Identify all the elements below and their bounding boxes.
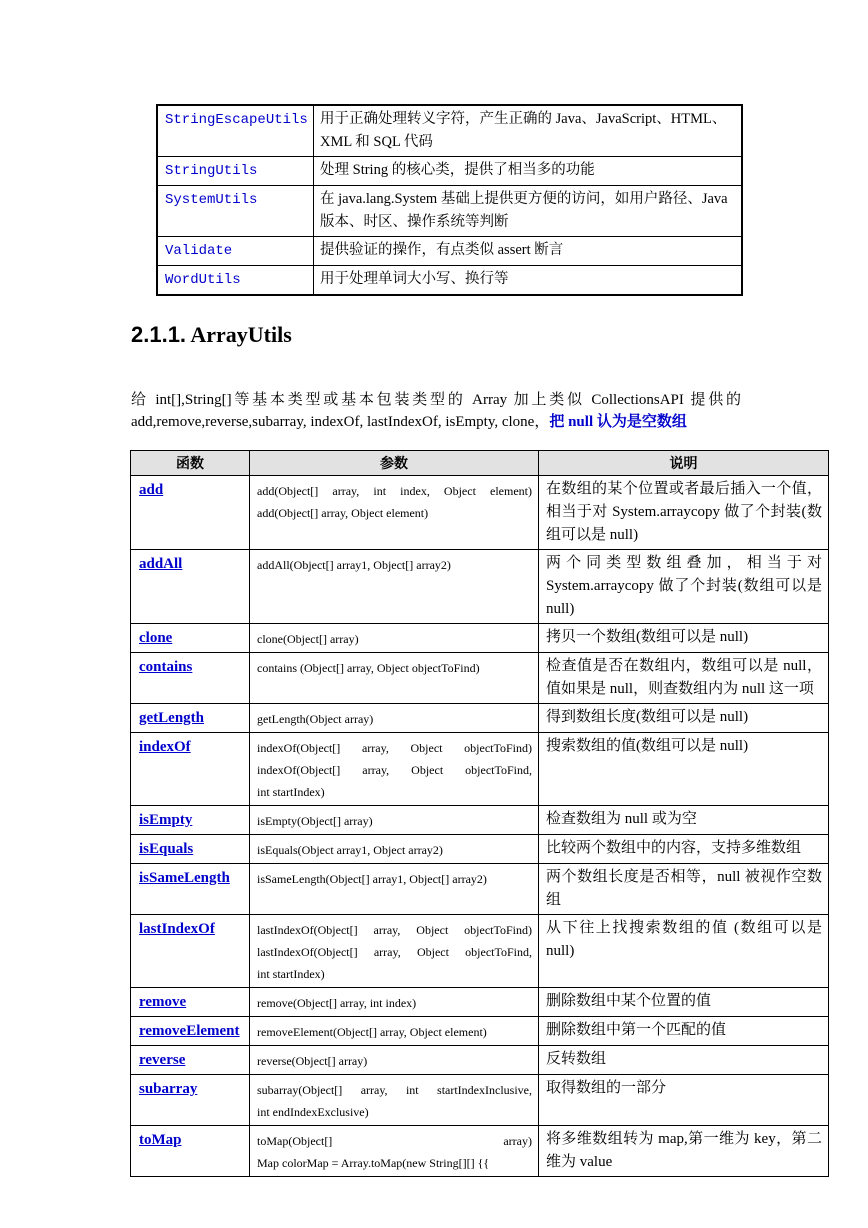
- param-signature: remove(Object[] array, int index): [257, 996, 417, 1010]
- params-cell: [250, 653, 539, 704]
- function-cell: [131, 988, 250, 1017]
- table-row: [131, 806, 829, 835]
- util-class-name: WordUtils: [165, 272, 241, 288]
- header-function: 函数: [131, 451, 250, 476]
- params-cell: [250, 806, 539, 835]
- table-row: [131, 733, 829, 806]
- param-signature: isEmpty(Object[] array): [257, 814, 373, 828]
- param-signature: indexOf(Object[] array, Object objectToFind): [257, 741, 532, 755]
- function-link-addAll[interactable]: addAll: [139, 556, 183, 572]
- util-description: 提供验证的操作，有点类似 assert 断言: [314, 237, 743, 266]
- util-description: 用于处理单词大小写、换行等: [314, 266, 743, 296]
- util-class-name: Validate: [165, 243, 233, 259]
- description-cell: 取得数组的一部分: [539, 1075, 829, 1126]
- function-link-contains[interactable]: contains: [139, 659, 193, 675]
- param-signature: indexOf(Object[] array, Object objectToFind,: [257, 763, 532, 777]
- utils-summary-table: [156, 104, 743, 296]
- util-row: [157, 266, 742, 296]
- intro-line-2-text: add,remove,reverse,subarray, indexOf, lastIndexOf, isEmpty, clone，: [131, 414, 550, 430]
- function-link-add[interactable]: add: [139, 482, 164, 498]
- intro-line-2: [131, 411, 741, 433]
- params-cell: [250, 550, 539, 624]
- params-cell: [250, 988, 539, 1017]
- util-row: [157, 157, 742, 186]
- function-link-removeElement[interactable]: removeElement: [139, 1023, 240, 1039]
- function-cell: [131, 1046, 250, 1075]
- description-cell: 删除数组中第一个匹配的值: [539, 1017, 829, 1046]
- function-cell: [131, 1126, 250, 1177]
- param-signature: addAll(Object[] array1, Object[] array2): [257, 558, 451, 572]
- param-signature: int startIndex): [257, 785, 325, 799]
- utils-summary-body: [157, 105, 742, 295]
- function-link-isEquals[interactable]: isEquals: [139, 841, 194, 857]
- params-cell: [250, 1126, 539, 1177]
- function-link-lastIndexOf[interactable]: lastIndexOf: [139, 921, 215, 937]
- util-name-cell: [157, 186, 314, 237]
- param-signature: clone(Object[] array): [257, 632, 359, 646]
- function-link-subarray[interactable]: subarray: [139, 1081, 198, 1097]
- util-class-name: StringEscapeUtils: [165, 112, 308, 128]
- section-number: 2.1.1.: [131, 322, 187, 347]
- params-cell: [250, 1046, 539, 1075]
- description-cell: 删除数组中某个位置的值: [539, 988, 829, 1017]
- function-cell: [131, 624, 250, 653]
- function-cell: [131, 550, 250, 624]
- function-link-indexOf[interactable]: indexOf: [139, 739, 191, 755]
- util-description: 在 java.lang.System 基础上提供更方便的访问，如用户路径、Java 版本、时区、操作系统等判断: [314, 186, 743, 237]
- table-row: [131, 1126, 829, 1177]
- util-description: 处理 String 的核心类，提供了相当多的功能: [314, 157, 743, 186]
- description-cell: 将多维数组转为 map,第一维为 key，第二维为 value: [539, 1126, 829, 1177]
- description-cell: 反转数组: [539, 1046, 829, 1075]
- function-cell: [131, 653, 250, 704]
- description-cell: 两个数组长度是否相等，null 被视作空数组: [539, 864, 829, 915]
- table-row: [131, 988, 829, 1017]
- section-title: ArrayUtils: [190, 322, 292, 347]
- description-cell: 得到数组长度(数组可以是 null): [539, 704, 829, 733]
- util-class-name: SystemUtils: [165, 192, 258, 208]
- function-link-toMap[interactable]: toMap: [139, 1132, 182, 1148]
- header-description: 说明: [539, 451, 829, 476]
- param-signature: isSameLength(Object[] array1, Object[] array2): [257, 872, 487, 886]
- param-signature: getLength(Object array): [257, 712, 374, 726]
- params-cell: [250, 915, 539, 988]
- description-cell: 两个同类型数组叠加，相当于对 System.arraycopy 做了个封装(数组可以是 null): [539, 550, 829, 624]
- description-cell: 比较两个数组中的内容，支持多维数组: [539, 835, 829, 864]
- util-name-cell: [157, 157, 314, 186]
- function-cell: [131, 864, 250, 915]
- table-row: [131, 476, 829, 550]
- function-cell: [131, 915, 250, 988]
- function-link-reverse[interactable]: reverse: [139, 1052, 186, 1068]
- util-description: 用于正确处理转义字符，产生正确的 Java、JavaScript、HTML、XML 和 SQL 代码: [314, 105, 743, 157]
- util-row: [157, 105, 742, 157]
- intro-line-1: 给 int[],String[]等基本类型或基本包装类型的 Array 加上类似 CollectionsAPI 提供的: [131, 392, 741, 408]
- param-signature: isEquals(Object array1, Object array2): [257, 843, 443, 857]
- function-link-clone[interactable]: clone: [139, 630, 173, 646]
- util-row: [157, 237, 742, 266]
- function-cell: [131, 1017, 250, 1046]
- param-signature: lastIndexOf(Object[] array, Object objectToFind): [257, 923, 532, 937]
- function-cell: [131, 733, 250, 806]
- param-signature: add(Object[] array, int index, Object element): [257, 484, 532, 498]
- table-row: [131, 1046, 829, 1075]
- table-row: [131, 704, 829, 733]
- table-row: [131, 835, 829, 864]
- params-cell: [250, 476, 539, 550]
- function-link-isEmpty[interactable]: isEmpty: [139, 812, 193, 828]
- table-row: [131, 1075, 829, 1126]
- description-cell: 在数组的某个位置或者最后插入一个值，相当于对 System.arraycopy 做了个封装(数组可以是 null): [539, 476, 829, 550]
- param-signature: int startIndex): [257, 967, 325, 981]
- param-signature: removeElement(Object[] array, Object element): [257, 1025, 487, 1039]
- param-signature: lastIndexOf(Object[] array, Object objectToFind,: [257, 945, 532, 959]
- param-signature: Map colorMap = Array.toMap(new String[][] {{: [257, 1156, 490, 1170]
- table-row: [131, 864, 829, 915]
- description-cell: 搜索数组的值(数组可以是 null): [539, 733, 829, 806]
- table-row: [131, 550, 829, 624]
- params-cell: [250, 864, 539, 915]
- param-signature: add(Object[] array, Object element): [257, 506, 429, 520]
- description-cell: 检查数组为 null 或为空: [539, 806, 829, 835]
- function-link-remove[interactable]: remove: [139, 994, 187, 1010]
- function-cell: [131, 476, 250, 550]
- function-cell: [131, 704, 250, 733]
- params-cell: [250, 624, 539, 653]
- param-signature: subarray(Object[] array, int startIndexInclusive,: [257, 1083, 532, 1097]
- function-link-getLength[interactable]: getLength: [139, 710, 204, 726]
- method-table-body: [131, 476, 829, 1177]
- description-cell: 检查值是否在数组内，数组可以是 null，值如果是 null，则查数组内为 null 这一项: [539, 653, 829, 704]
- intro-highlight: 把 null 认为是空数组: [549, 414, 687, 430]
- table-row: [131, 1017, 829, 1046]
- function-cell: [131, 1075, 250, 1126]
- table-row: [131, 915, 829, 988]
- param-signature: toMap(Object[] array): [257, 1134, 532, 1148]
- description-cell: 从下往上找搜索数组的值 (数组可以是 null): [539, 915, 829, 988]
- util-row: [157, 186, 742, 237]
- util-class-name: StringUtils: [165, 163, 258, 179]
- params-cell: [250, 1075, 539, 1126]
- util-name-cell: [157, 237, 314, 266]
- params-cell: [250, 704, 539, 733]
- function-cell: [131, 835, 250, 864]
- util-name-cell: [157, 266, 314, 296]
- header-params: 参数: [250, 451, 539, 476]
- param-signature: int endIndexExclusive): [257, 1105, 369, 1119]
- params-cell: [250, 835, 539, 864]
- table-row: [131, 624, 829, 653]
- table-header-row: [131, 451, 829, 476]
- function-link-isSameLength[interactable]: isSameLength: [139, 870, 230, 886]
- section-heading: [131, 322, 292, 348]
- util-name-cell: [157, 105, 314, 157]
- function-cell: [131, 806, 250, 835]
- description-cell: 拷贝一个数组(数组可以是 null): [539, 624, 829, 653]
- param-signature: reverse(Object[] array): [257, 1054, 368, 1068]
- arrayutils-method-table: [130, 450, 829, 1177]
- param-signature: contains (Object[] array, Object objectToFind): [257, 661, 480, 675]
- params-cell: [250, 1017, 539, 1046]
- params-cell: [250, 733, 539, 806]
- intro-paragraph: [131, 389, 741, 433]
- table-row: [131, 653, 829, 704]
